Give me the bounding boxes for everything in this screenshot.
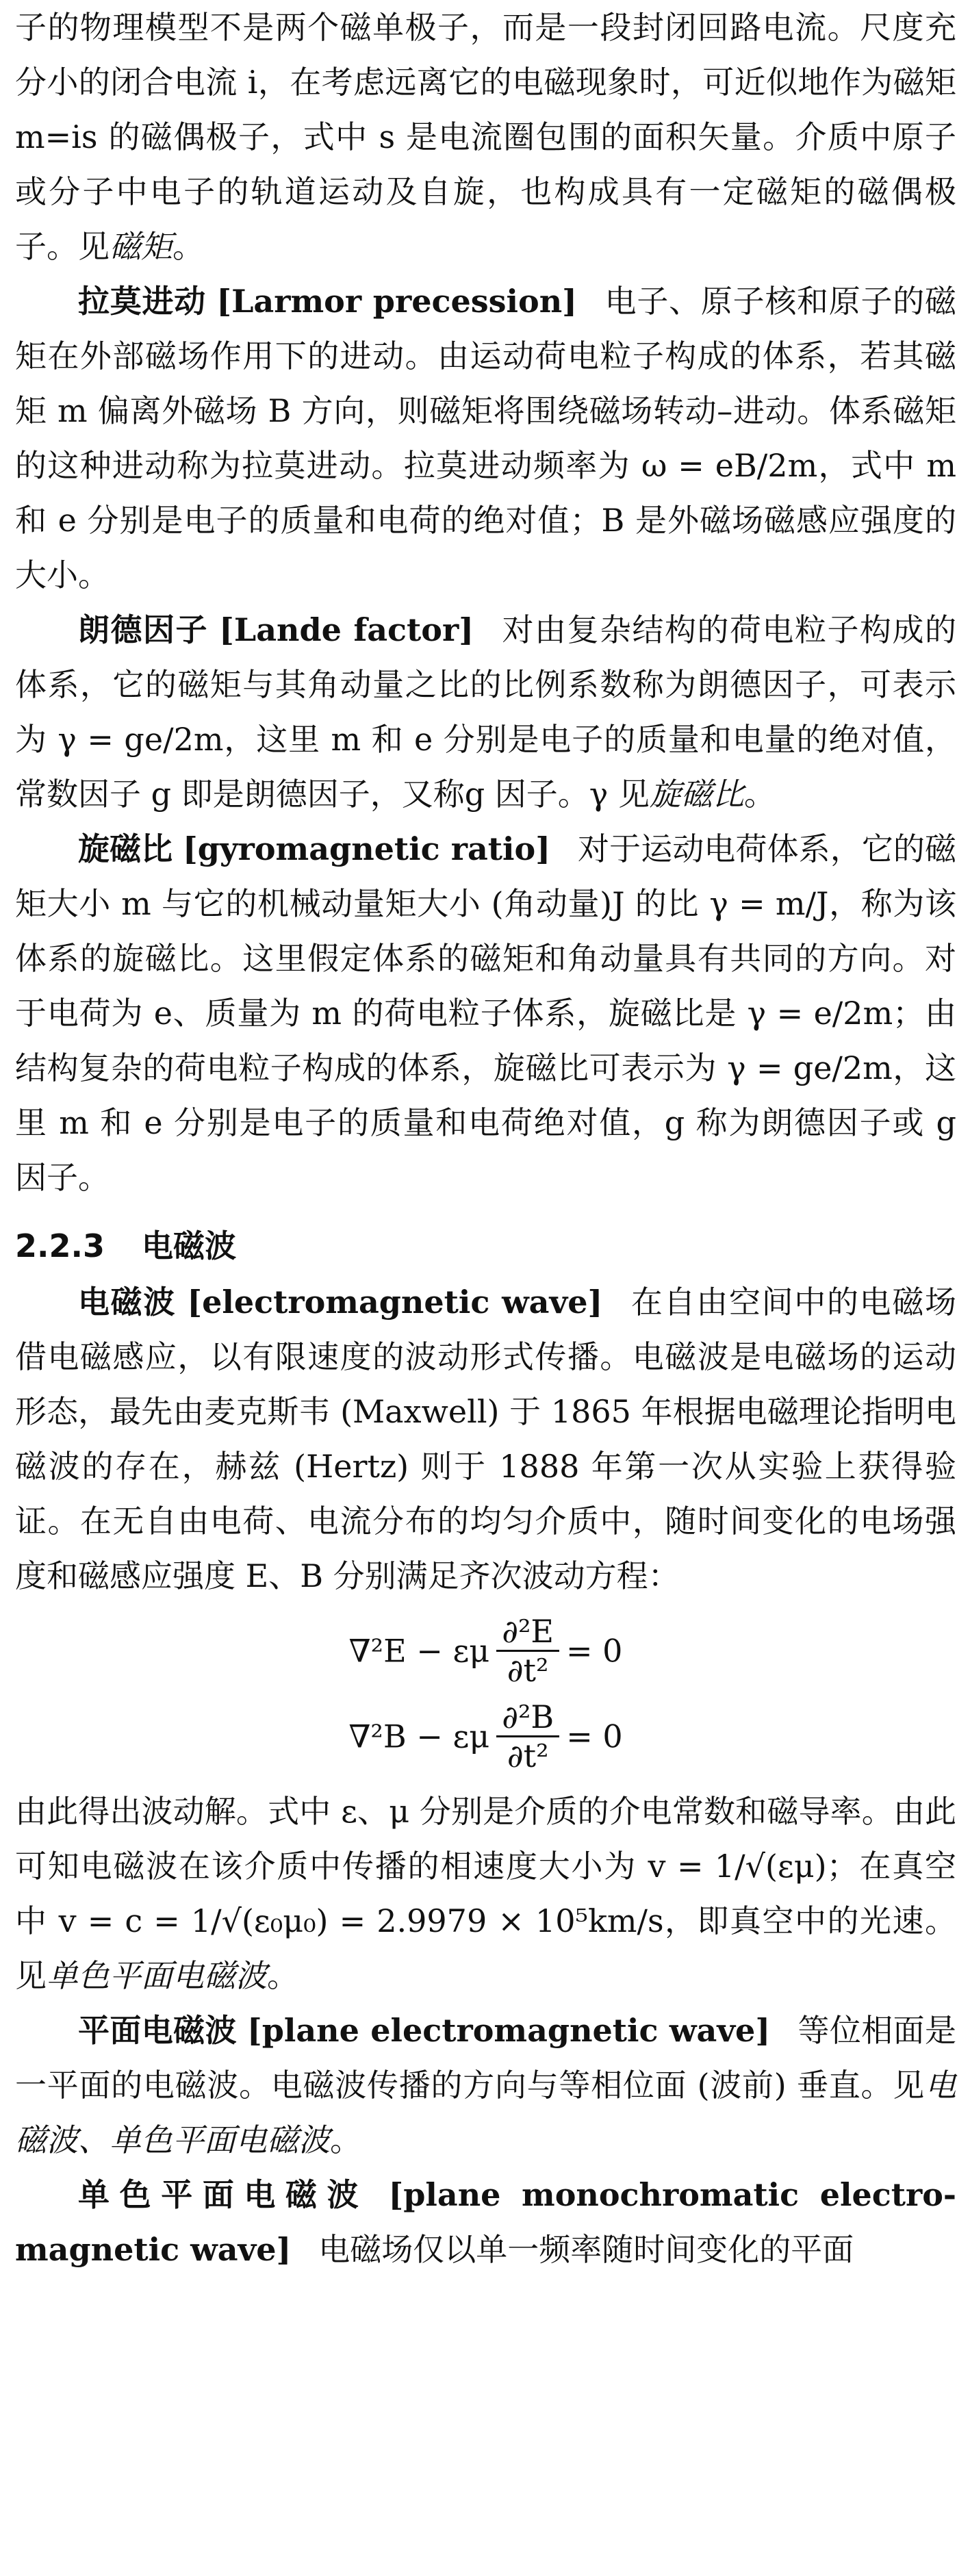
wave-equation-b bbox=[15, 1698, 956, 1774]
entry-definition: 电磁场仅以单一频率随时间变化的平面 bbox=[318, 2231, 854, 2268]
equation-rhs: = 0 bbox=[566, 1632, 623, 1670]
fraction-numerator: ∂²B bbox=[496, 1698, 559, 1737]
entry-english-term: [Larmor precession] bbox=[216, 283, 577, 320]
entry-definition: 对由复杂结构的荷电粒子构成的体系，它的磁矩与其角动量之比的比例系数称为朗德因子，可表示为 γ = ge/2m，这里 m 和 e 分别是电子的质量和电量的绝对值，常数因子 g 即是朗德因子，又称g 因子。γ 见 bbox=[15, 611, 957, 813]
entry-definition: 等位相面是一平面的电磁波。电磁波传播的方向与等相位面 (波前) 垂直。见 bbox=[15, 2012, 957, 2104]
entry-larmor-precession bbox=[15, 274, 956, 602]
entry-english-term: [electromagnetic wave] bbox=[187, 1284, 603, 1321]
entry-english-term: [plane electromagnetic wave] bbox=[246, 2012, 771, 2049]
fraction-numerator: ∂²E bbox=[496, 1613, 559, 1652]
entry-term: 旋磁比 bbox=[78, 830, 173, 867]
entry-term: 朗德因子 bbox=[78, 611, 209, 648]
equation-fraction bbox=[496, 1698, 559, 1774]
paragraph-wave-solution: 由此得出波动解。式中 ε、μ 分别是介质的介电常数和磁导率。由此可知电磁波在该介质中传播的相速度大小为 v = 1/√(εμ)；在真空中 v = c = 1/√(ε₀μ₀) = 2.9979 × 10⁵km/s，即真空中的光速。见单色平面电磁波。 bbox=[15, 1793, 956, 1994]
entry-english-term: [gyromagnetic ratio] bbox=[182, 830, 550, 867]
entry-electromagnetic-wave bbox=[15, 1275, 956, 1603]
entry-lande-factor: 朗德因子 [Lande factor] 对由复杂结构的荷电粒子构成的体系，它的磁矩与其角动量之比的比例系数称为朗德因子，可表示为 γ = ge/2m，这里 m 和 e 分别是电子的质量和电量的绝对值，常数因子 g 即是朗德因子，又称g 因子。γ 见旋磁比。 bbox=[15, 611, 957, 813]
entry-plane-wave: 平面电磁波 [plane electromagnetic wave] 等位相面是一平面的电磁波。电磁波传播的方向与等相位面 (波前) 垂直。见电磁波、单色平面电磁波。 bbox=[15, 2012, 957, 2158]
cross-reference: 单色平面电磁波 bbox=[47, 1957, 267, 1994]
entry-english-term: [plane monochromatic electro-magnetic wave] bbox=[15, 2176, 956, 2268]
fraction-denominator: ∂t² bbox=[507, 1737, 549, 1774]
cross-reference: 电磁波、单色平面电磁波 bbox=[15, 2067, 956, 2158]
entry-term: 电磁波 bbox=[78, 1284, 177, 1321]
fraction-denominator: ∂t² bbox=[507, 1652, 549, 1689]
section-heading bbox=[15, 1217, 956, 1275]
entry-term: 平面电磁波 bbox=[78, 2012, 237, 2049]
document-page bbox=[15, 0, 956, 2277]
paragraph-magnetic-dipole: 子的物理模型不是两个磁单极子，而是一段封闭回路电流。尺度充分小的闭合电流 i，在考虑远离它的电磁现象时，可近似地作为磁矩 m=is 的磁偶极子，式中 s 是电流圈包围的面积矢量。介质中原子或分子中电子的轨道运动及自旋，也构成具有一定磁矩的磁偶极子。见磁矩。 bbox=[15, 9, 956, 265]
entry-term: 单色平面电磁波 bbox=[78, 2176, 369, 2213]
paragraph-text: 子的物理模型不是两个磁单极子，而是一段封闭回路电流。尺度充分小的闭合电流 i，在考虑远离它的电磁现象时，可近似地作为磁矩 m=is 的磁偶极子，式中 s 是电流圈包围的面积矢量。介质中原子或分子中电子的轨道运动及自旋，也构成具有一定磁矩的磁偶极子。见 bbox=[15, 9, 956, 265]
entry-definition: 在自由空间中的电磁场借电磁感应，以有限速度的波动形式传播。电磁波是电磁场的运动形态，最先由麦克斯韦 (Maxwell) 于 1865 年根据电磁理论指明电磁波的存在，赫兹 (Hertz) 则于 1888 年第一次从实验上获得验证。在无自由电荷、电流分布的均匀介质中，随时间变化的电场强度和磁感应强度 E、B 分别满足齐次波动方程： bbox=[15, 1284, 957, 1594]
cross-reference: 磁矩 bbox=[110, 228, 173, 265]
equation-rhs: = 0 bbox=[566, 1718, 623, 1755]
entry-term: 拉莫进动 bbox=[78, 283, 206, 320]
entry-gyromagnetic-ratio bbox=[15, 821, 956, 1205]
paragraph-text: 由此得出波动解。式中 ε、μ 分别是介质的介电常数和磁导率。由此可知电磁波在该介质中传播的相速度大小为 v = 1/√(εμ)；在真空中 v = c = 1/√(ε₀μ₀) = 2.9979 × 10⁵km/s，即真空中的光速。见 bbox=[15, 1793, 956, 1994]
section-title: 电磁波 bbox=[141, 1227, 236, 1264]
equation-lhs: ∇²E − εμ bbox=[348, 1632, 490, 1670]
wave-equation-e bbox=[15, 1613, 956, 1689]
entry-monochromatic-wave bbox=[15, 2167, 956, 2277]
equation-lhs: ∇²B − εμ bbox=[348, 1718, 490, 1755]
entry-definition: 电子、原子核和原子的磁矩在外部磁场作用下的进动。由运动荷电粒子构成的体系，若其磁矩 m 偏离外磁场 B 方向，则磁矩将围绕磁场转动–进动。体系磁矩的这种进动称为拉莫进动。拉莫进动频率为 ω = eB/2m，式中 m 和 e 分别是电子的质量和电荷的绝对值；B 是外磁场磁感应强度的大小。 bbox=[15, 283, 957, 594]
equation-fraction bbox=[496, 1613, 559, 1689]
entry-definition: 对于运动电荷体系，它的磁矩大小 m 与它的机械动量矩大小 (角动量)J 的比 γ = m/J，称为该体系的旋磁比。这里假定体系的磁矩和角动量具有共同的方向。对于电荷为 e、质量为 m 的荷电粒子体系，旋磁比是 γ = e/2m；由结构复杂的荷电粒子构成的体系，旋磁比可表示为 γ = ge/2m，这里 m 和 e 分别是电子的质量和电荷绝对值，g 称为朗德因子或 g 因子。 bbox=[15, 830, 957, 1196]
entry-english-term: [Lande factor] bbox=[219, 611, 474, 648]
section-number: 2.2.3 bbox=[15, 1227, 105, 1264]
cross-reference: 旋磁比 bbox=[649, 776, 744, 813]
